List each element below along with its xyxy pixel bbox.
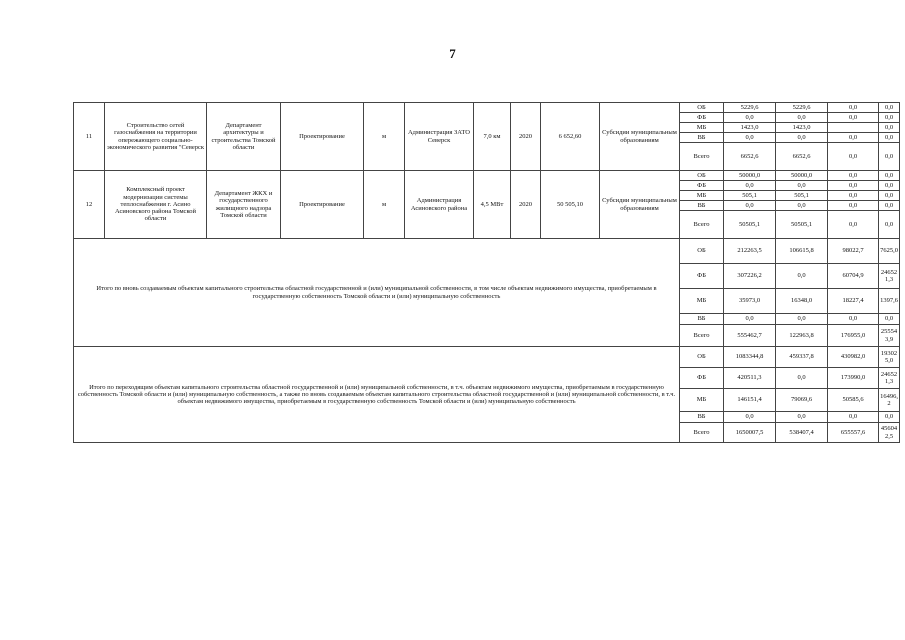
source-label: ОБ [680, 103, 724, 113]
cost: 50 505,10 [541, 171, 600, 239]
source-label: ОБ [680, 171, 724, 181]
source-label: ОБ [680, 239, 724, 264]
value-total: 6652,6 [724, 143, 776, 171]
value-year-3: 255543,9 [879, 325, 900, 347]
value-year-2: 0,0 [828, 201, 879, 211]
value-total: 0,0 [724, 113, 776, 123]
value-year-3: 0,0 [879, 412, 900, 423]
source-label: МБ [680, 191, 724, 201]
value-year-2: 0,0 [828, 103, 879, 113]
value-total: 307226,2 [724, 264, 776, 289]
value-year-2: 173990,0 [828, 368, 879, 389]
row-number: 12 [74, 171, 105, 239]
value-year-2: 98022,7 [828, 239, 879, 264]
value-year-3: 0,0 [879, 201, 900, 211]
value-year-3: 0,0 [879, 314, 900, 325]
value-year-1: 79069,6 [776, 389, 828, 412]
value-year-1: 505,1 [776, 191, 828, 201]
value-year-1: 0,0 [776, 133, 828, 143]
year: 2020 [511, 103, 541, 171]
source-label: ВБ [680, 314, 724, 325]
source-label: ВБ [680, 201, 724, 211]
support-form: Субсидии муниципальным образованиям [600, 171, 680, 239]
unit: м [364, 103, 405, 171]
value-year-2: 0,0 [828, 133, 879, 143]
value-year-3: 193025,0 [879, 347, 900, 368]
source-label: Всего [680, 423, 724, 443]
source-label: ОБ [680, 347, 724, 368]
source-label: ФБ [680, 113, 724, 123]
value-year-2: 0,0 [828, 171, 879, 181]
table-row [74, 103, 900, 113]
value-year-1: 5229,6 [776, 103, 828, 113]
value-total: 420511,3 [724, 368, 776, 389]
value-year-1: 122963,8 [776, 325, 828, 347]
value-total: 0,0 [724, 133, 776, 143]
value-year-1: 6652,6 [776, 143, 828, 171]
value-year-2: 60704,9 [828, 264, 879, 289]
value-year-2: 0,0 [828, 211, 879, 239]
value-year-2: 0,0 [828, 314, 879, 325]
capital-construction-table [73, 102, 900, 443]
value-total: 1650007,5 [724, 423, 776, 443]
value-year-2: 0,0 [828, 143, 879, 171]
value-year-1: 0,0 [776, 264, 828, 289]
value-year-3: 0,0 [879, 113, 900, 123]
row-number: 11 [74, 103, 105, 171]
total-description: Итого по переходящим объектам капитального строительства областной государственной и (или) муниципальной собственности, в т.ч. объектам недвижимого имущества, приобретаемым в государственную собственность Томской области и (или) муниципальную собственность, а также по вновь создаваемым объектам капитального строительства областной государственной и (или) муниципальной собственности, в т.ч. объектам недвижимого имущества, приобретаемым в государственную собственность Томской области и (или) муниципальную собственность [74, 347, 680, 443]
value-total: 5229,6 [724, 103, 776, 113]
value-year-3: 0,0 [879, 103, 900, 113]
value-year-1: 0,0 [776, 412, 828, 423]
value-year-2: 430982,0 [828, 347, 879, 368]
value-total: 146151,4 [724, 389, 776, 412]
total-row [74, 347, 900, 368]
value-year-2: 176955,0 [828, 325, 879, 347]
value-year-3: 246521,3 [879, 368, 900, 389]
table-row [74, 171, 900, 181]
value-year-1: 0,0 [776, 314, 828, 325]
value-year-3: 7625,0 [879, 239, 900, 264]
source-label: Всего [680, 143, 724, 171]
value-year-1: 50000,0 [776, 171, 828, 181]
source-label: Всего [680, 211, 724, 239]
value-year-3: 0,0 [879, 123, 900, 133]
source-label: Всего [680, 325, 724, 347]
value-total: 35973,0 [724, 289, 776, 314]
page-number: 7 [449, 46, 456, 61]
value-year-1: 459337,8 [776, 347, 828, 368]
value-year-1: 0,0 [776, 113, 828, 123]
recipient: Администрация ЗАТО Северск [405, 103, 474, 171]
value-total: 0,0 [724, 314, 776, 325]
value-year-3: 0,0 [879, 133, 900, 143]
source-label: ФБ [680, 368, 724, 389]
value-year-3: 0,0 [879, 171, 900, 181]
value-total: 50505,1 [724, 211, 776, 239]
support-form: Субсидии муниципальным образованиям [600, 103, 680, 171]
value-year-3: 16496,2 [879, 389, 900, 412]
total-description: Итого по вновь создаваемым объектам капитального строительства областной государственной и (или) муниципальной собственности, в том числе объектам недвижимого имущества, приобретаемым в государственную собственность Томской области и (или) муниципальную собственность [74, 239, 680, 347]
value-year-1: 538407,4 [776, 423, 828, 443]
value-year-3: 0,0 [879, 181, 900, 191]
source-label: ВБ [680, 412, 724, 423]
value-year-1: 50505,1 [776, 211, 828, 239]
total-row [74, 239, 900, 264]
value-year-2: 0,0 [828, 181, 879, 191]
object-name: Строительство сетей газоснабжения на территории опережающего социально-экономического развития "Северск [105, 103, 207, 171]
capacity: 7,0 км [474, 103, 511, 171]
value-total: 212263,5 [724, 239, 776, 264]
value-year-1: 16348,0 [776, 289, 828, 314]
customer: Департамент ЖКХ и государственного жилищного надзора Томской области [207, 171, 281, 239]
value-year-2: 50585,6 [828, 389, 879, 412]
value-year-1: 0,0 [776, 181, 828, 191]
value-year-3: 456042,5 [879, 423, 900, 443]
unit: м [364, 171, 405, 239]
stage: Проектирование [281, 103, 364, 171]
value-year-3: 0,0 [879, 143, 900, 171]
year: 2020 [511, 171, 541, 239]
source-label: ВБ [680, 133, 724, 143]
customer: Департамент архитектуры и строительства Томской области [207, 103, 281, 171]
value-total: 505,1 [724, 191, 776, 201]
cost: 6 652,60 [541, 103, 600, 171]
value-year-2: 0,0 [828, 191, 879, 201]
value-year-2 [828, 123, 879, 133]
source-label: МБ [680, 123, 724, 133]
value-year-2: 0,0 [828, 412, 879, 423]
value-total: 0,0 [724, 201, 776, 211]
value-year-1: 1423,0 [776, 123, 828, 133]
value-year-3: 0,0 [879, 211, 900, 239]
value-year-2: 18227,4 [828, 289, 879, 314]
value-total: 50000,0 [724, 171, 776, 181]
value-total: 0,0 [724, 412, 776, 423]
value-year-2: 0,0 [828, 113, 879, 123]
recipient: Администрация Асиновского района [405, 171, 474, 239]
value-total: 1423,0 [724, 123, 776, 133]
value-year-1: 0,0 [776, 201, 828, 211]
stage: Проектирование [281, 171, 364, 239]
value-year-3: 1397,6 [879, 289, 900, 314]
object-name: Комплексный проект модернизации системы теплоснабжения г. Асино Асиновского района Томской области [105, 171, 207, 239]
source-label: ФБ [680, 181, 724, 191]
value-year-2: 655557,6 [828, 423, 879, 443]
value-year-3: 0,0 [879, 191, 900, 201]
value-year-3: 246521,3 [879, 264, 900, 289]
value-year-1: 0,0 [776, 368, 828, 389]
value-year-1: 106615,8 [776, 239, 828, 264]
source-label: ФБ [680, 264, 724, 289]
capacity: 4,5 МВт [474, 171, 511, 239]
source-label: МБ [680, 389, 724, 412]
value-total: 555462,7 [724, 325, 776, 347]
value-total: 0,0 [724, 181, 776, 191]
value-total: 1083344,8 [724, 347, 776, 368]
source-label: МБ [680, 289, 724, 314]
